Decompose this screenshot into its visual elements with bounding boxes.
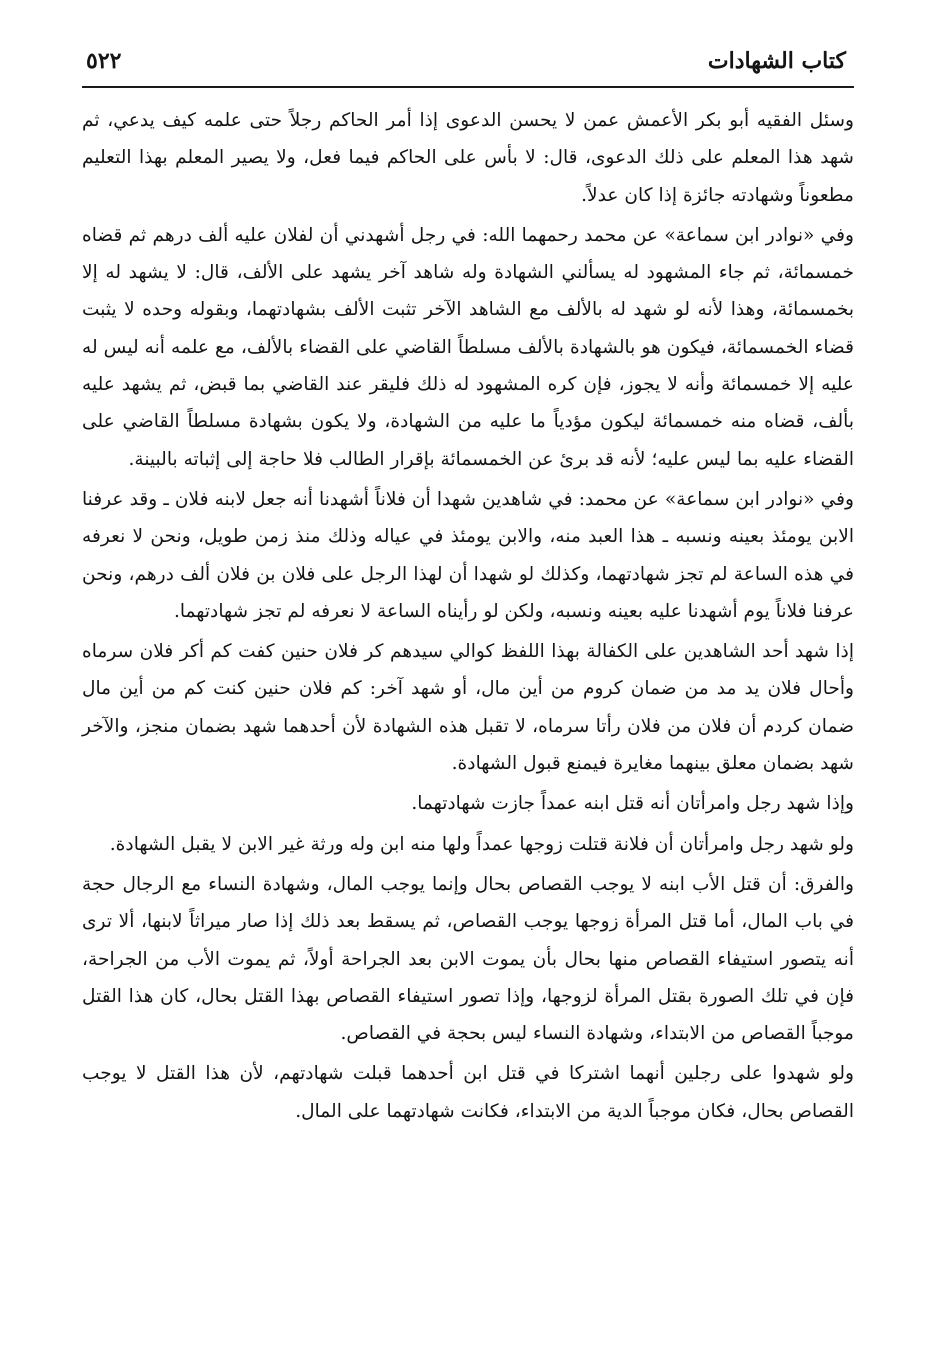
page-number: ٥٢٢ [86, 48, 122, 74]
book-page [82, 38, 854, 1338]
paragraph-8: ولو شهدوا على رجلين أنهما اشتركا في قتل ابن أحدهما قبلت شهادتهم، لأن هذا القتل لا يوجب القصاص بحال، فكان موجباً الدية من الابتداء، فكانت شهادتهما على المال. [82, 1063, 854, 1122]
body-text [82, 102, 854, 1130]
paragraph-3: وفي «نوادر ابن سماعة» عن محمد: في شاهدين شهدا أن فلاناً أشهدنا أنه جعل لابنه فلان ـ وقد عرفنا الابن يومئذ بعينه ونسبه ـ هذا العبد منه، والابن يومئذ في عياله وذلك منذ زمن طويل، ونحن لا نعرفه في هذه الساعة لم تجز شهادتهما، وكذلك لو شهدا أن لهذا الرجل على فلان بن فلان ألف درهم، ونحن عرفنا فلاناً يوم أشهدنا عليه بعينه ونسبه، ولكن لو رأيناه الساعة لا نعرفه لم تجز شهادتهما. [82, 488, 854, 622]
paragraph-5: وإذا شهد رجل وامرأتان أنه قتل ابنه عمداً جازت شهادتهما. [411, 793, 854, 815]
paragraph-6: ولو شهد رجل وامرأتان أن فلانة قتلت زوجها عمداً ولها منه ابن وله ورثة غير الابن لا يقبل الشهادة. [109, 833, 854, 855]
paragraph-4: إذا شهد أحد الشاهدين على الكفالة بهذا اللفظ كوالي سيدهم كر فلان حنين كفت كم أكر فلان سرماه وأحال فلان يد مد من ضمان كروم من أين مال، أو شهد آخر: كم فلان حنين كنت كم من أين مال ضمان كردم أن فلان من فلان رأتا سرماه، لا تقبل هذه الشهادة لأن أحدهما شهد بضمان منجز، والآخر شهد بضمان معلق بينهما مغايرة فيمنع قبول الشهادة. [82, 641, 854, 775]
running-header [82, 38, 854, 88]
paragraph-2: وفي «نوادر ابن سماعة» عن محمد رحمهما الله: في رجل أشهدني أن لفلان عليه ألف درهم ثم قضاه خمسمائة، ثم جاء المشهود له يسألني الشهادة وله شاهد آخر يشهد على الألف، قال: لا يشهد له إلا بخمسمائة، وهذا لأنه لو شهد له بالألف مع الشاهد الآخر تثبت الألف بشهادتهما، وبقوله وحده لا يثبت قضاء الخمسمائة، فيكون هو بالشهادة بالألف مسلطاً القاضي على القضاء بالألف، مع علمه أنه ليس له عليه إلا خمسمائة وأنه لا يجوز، فإن كره المشهود له ذلك فليقر عند القاضي بما قبض، ثم يشهد عليه بألف، قضاه منه خمسمائة ليكون مؤدياً ما عليه من الشهادة، ولا يكون بشهادة مسلطاً القاضي على القضاء عليه بما ليس عليه؛ لأنه قد برئ عن الخمسمائة بإقرار الطالب فلا حاجة إلى إثباته بالبينة. [82, 224, 854, 470]
paragraph-1: وسئل الفقيه أبو بكر الأعمش عمن لا يحسن الدعوى إذا أمر الحاكم رجلاً حتى علمه كيف يدعي، ثم شهد هذا المعلم على ذلك الدعوى، قال: لا بأس على الحاكم فيما فعل، ولا يصير المعلم بهذا التعليم مطعوناً وشهادته جائزة إذا كان عدلاً. [82, 110, 854, 206]
paragraph-7: والفرق: أن قتل الأب ابنه لا يوجب القصاص بحال وإنما يوجب المال، وشهادة النساء مع الرجال حجة في باب المال، أما قتل المرأة زوجها يوجب القصاص، ثم يسقط بعد ذلك إذا صار ميراثاً لابنها، ألا ترى أنه يتصور استيفاء القصاص منها بحال بأن يموت الابن بعد الجراحة أولاً، ثم يموت الأب من الجراحة، فإن في تلك الصورة بقتل المرأة لزوجها، وإذا تصور استيفاء القصاص بهذا القتل بحال، كان هذا القتل موجباً القصاص من الابتداء، وشهادة النساء ليس بحجة في القصاص. [82, 873, 854, 1045]
book-title: كتاب الشهادات [707, 48, 846, 74]
